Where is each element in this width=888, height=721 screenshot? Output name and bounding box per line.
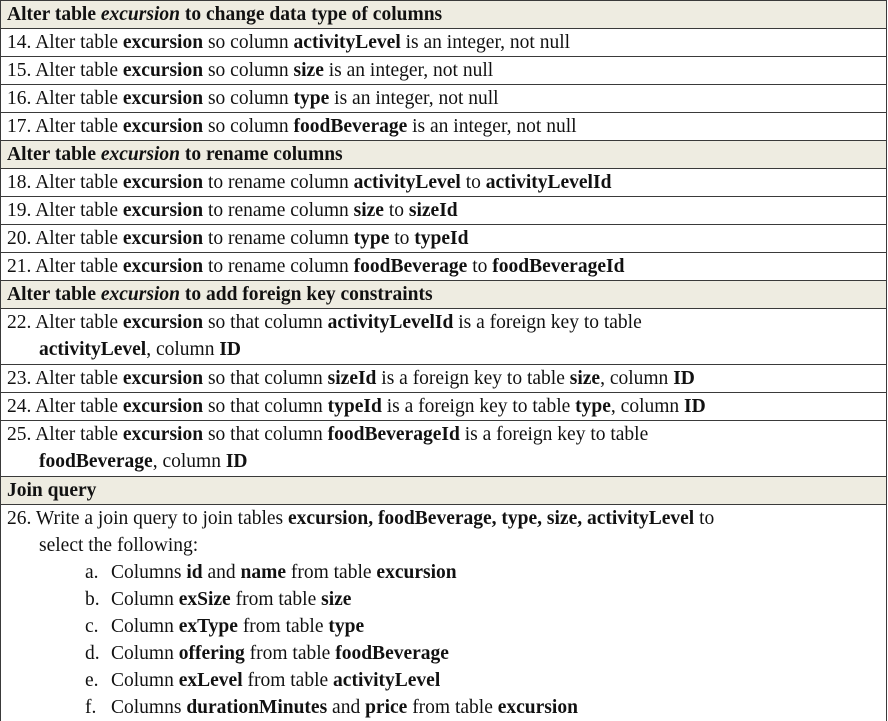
bold-term: typeId bbox=[414, 228, 468, 249]
text-run: is a foreign key to table bbox=[460, 424, 648, 445]
task-line bbox=[7, 32, 570, 53]
text-run: so column bbox=[203, 60, 293, 81]
bold-term: exSize bbox=[179, 589, 231, 610]
text-run: from table bbox=[286, 562, 376, 583]
section-header-text: to rename columns bbox=[180, 144, 343, 165]
task-number: 25. bbox=[7, 424, 35, 445]
task-number: 19. bbox=[7, 200, 35, 221]
task-cell bbox=[1, 113, 887, 141]
text-run: from table bbox=[231, 589, 321, 610]
text-run: Alter table bbox=[35, 88, 123, 109]
sub-item bbox=[85, 640, 886, 667]
text-run: Column bbox=[111, 589, 179, 610]
task-continuation bbox=[7, 336, 886, 363]
task-number: 23. bbox=[7, 368, 35, 389]
task-row bbox=[1, 505, 887, 721]
task-line bbox=[7, 312, 642, 333]
section-header-row bbox=[1, 281, 887, 309]
bold-term: excursion bbox=[123, 32, 203, 53]
text-run: to rename column bbox=[203, 256, 354, 277]
text-run: is a foreign key to table bbox=[382, 396, 575, 417]
text-run: and bbox=[203, 562, 241, 583]
task-cell bbox=[1, 505, 887, 721]
bold-term: sizeId bbox=[328, 368, 377, 389]
task-line bbox=[7, 116, 577, 137]
bold-term: ID bbox=[219, 339, 241, 360]
text-run: Column bbox=[111, 643, 179, 664]
text-run: to rename column bbox=[203, 228, 354, 249]
text-run: is a foreign key to table bbox=[453, 312, 641, 333]
task-number: 16. bbox=[7, 88, 35, 109]
section-header bbox=[1, 141, 887, 169]
text-run: to bbox=[389, 228, 414, 249]
task-row bbox=[1, 113, 887, 141]
text-run: so that column bbox=[203, 368, 328, 389]
task-row bbox=[1, 225, 887, 253]
text-run: so column bbox=[203, 88, 293, 109]
bold-term: type bbox=[294, 88, 330, 109]
bold-term: excursion bbox=[123, 312, 203, 333]
text-run: to bbox=[384, 200, 409, 221]
task-continuation bbox=[7, 448, 886, 475]
bold-term: typeId bbox=[328, 396, 382, 417]
task-continuation bbox=[7, 532, 886, 559]
text-run: Alter table bbox=[35, 396, 123, 417]
bold-term: excursion bbox=[123, 60, 203, 81]
text-run: from table bbox=[245, 643, 335, 664]
task-number: 18. bbox=[7, 172, 35, 193]
task-line bbox=[7, 200, 458, 221]
sub-item-letter: c. bbox=[85, 613, 111, 640]
text-run: is an integer, not null bbox=[329, 88, 498, 109]
text-run: Write a join query to join tables bbox=[36, 508, 288, 529]
bold-term: ID bbox=[684, 396, 706, 417]
bold-term: excursion bbox=[123, 88, 203, 109]
task-line bbox=[7, 256, 624, 277]
task-cell bbox=[1, 85, 887, 113]
task-number: 24. bbox=[7, 396, 35, 417]
section-header bbox=[1, 1, 887, 29]
text-run: to rename column bbox=[203, 200, 354, 221]
text-run: and bbox=[327, 697, 365, 718]
task-line bbox=[7, 60, 493, 81]
bold-term: ID bbox=[673, 368, 695, 389]
task-cell bbox=[1, 197, 887, 225]
bold-term: type bbox=[575, 396, 611, 417]
text-run: select the following: bbox=[39, 535, 198, 556]
text-run: Alter table bbox=[35, 116, 123, 137]
sub-item bbox=[85, 613, 886, 640]
bold-term: ID bbox=[226, 451, 248, 472]
section-header-text: Alter table bbox=[7, 4, 101, 25]
text-run: so that column bbox=[203, 396, 328, 417]
task-row bbox=[1, 309, 887, 365]
task-number: 14. bbox=[7, 32, 35, 53]
text-run: , column bbox=[153, 451, 226, 472]
bold-term: name bbox=[240, 562, 286, 583]
task-line bbox=[7, 396, 706, 417]
task-row bbox=[1, 253, 887, 281]
task-number: 21. bbox=[7, 256, 35, 277]
bold-term: activityLevel bbox=[333, 670, 440, 691]
text-run: to rename column bbox=[203, 172, 354, 193]
text-run: is an integer, not null bbox=[324, 60, 493, 81]
sub-item bbox=[85, 667, 886, 694]
text-run: is an integer, not null bbox=[401, 32, 570, 53]
bold-term: foodBeverage bbox=[354, 256, 468, 277]
sub-item-letter: f. bbox=[85, 694, 111, 721]
bold-term: foodBeverage bbox=[39, 451, 153, 472]
text-run: Alter table bbox=[35, 424, 123, 445]
task-line bbox=[7, 508, 714, 529]
text-run: from table bbox=[407, 697, 497, 718]
sub-item-letter: a. bbox=[85, 559, 111, 586]
bold-term: size bbox=[354, 200, 384, 221]
task-cell bbox=[1, 169, 887, 197]
task-line bbox=[7, 368, 695, 389]
text-run: is an integer, not null bbox=[407, 116, 576, 137]
task-line bbox=[7, 228, 468, 249]
section-header-table-name: excursion bbox=[101, 144, 180, 165]
text-run: Alter table bbox=[35, 172, 123, 193]
section-header-row bbox=[1, 141, 887, 169]
bold-term: type bbox=[328, 616, 364, 637]
bold-term: excursion bbox=[376, 562, 456, 583]
bold-term: excursion bbox=[123, 368, 203, 389]
bold-term: exType bbox=[179, 616, 238, 637]
text-run: so column bbox=[203, 116, 293, 137]
section-header-text: Alter table bbox=[7, 284, 101, 305]
task-line bbox=[7, 172, 611, 193]
task-row bbox=[1, 169, 887, 197]
task-row bbox=[1, 85, 887, 113]
text-run: Columns bbox=[111, 562, 186, 583]
bold-term: activityLevelId bbox=[486, 172, 612, 193]
task-cell bbox=[1, 29, 887, 57]
text-run: so that column bbox=[203, 312, 328, 333]
text-run: to bbox=[467, 256, 492, 277]
text-run: so that column bbox=[203, 424, 328, 445]
section-header-row bbox=[1, 1, 887, 29]
bold-term: size bbox=[294, 60, 324, 81]
text-run: Alter table bbox=[35, 200, 123, 221]
text-run: from table bbox=[243, 670, 333, 691]
text-run: Alter table bbox=[35, 32, 123, 53]
section-header-row bbox=[1, 477, 887, 505]
bold-term: excursion bbox=[123, 200, 203, 221]
text-run: Column bbox=[111, 616, 179, 637]
task-row bbox=[1, 197, 887, 225]
sub-item-list bbox=[7, 559, 886, 721]
task-table-body bbox=[1, 1, 887, 721]
bold-term: foodBeverageId bbox=[492, 256, 624, 277]
bold-term: type bbox=[354, 228, 390, 249]
bold-term: excursion, foodBeverage, type, size, activityLevel bbox=[288, 508, 694, 529]
text-run: Alter table bbox=[35, 60, 123, 81]
text-run: Alter table bbox=[35, 256, 123, 277]
text-run: Column bbox=[111, 670, 179, 691]
sub-item-letter: e. bbox=[85, 667, 111, 694]
section-header: Join query bbox=[1, 477, 887, 505]
text-run: is a foreign key to table bbox=[376, 368, 569, 389]
bold-term: excursion bbox=[123, 256, 203, 277]
task-number: 15. bbox=[7, 60, 35, 81]
bold-term: id bbox=[186, 562, 202, 583]
bold-term: sizeId bbox=[409, 200, 458, 221]
bold-term: excursion bbox=[123, 228, 203, 249]
sub-item bbox=[85, 559, 886, 586]
task-line bbox=[7, 424, 648, 445]
text-run: to bbox=[461, 172, 486, 193]
task-cell bbox=[1, 253, 887, 281]
sub-item bbox=[85, 586, 886, 613]
bold-term: foodBeverage bbox=[335, 643, 449, 664]
section-header-text: Alter table bbox=[7, 144, 101, 165]
bold-term: price bbox=[365, 697, 407, 718]
bold-term: activityLevel bbox=[354, 172, 461, 193]
text-run: , column bbox=[600, 368, 673, 389]
bold-term: excursion bbox=[123, 116, 203, 137]
task-number: 17. bbox=[7, 116, 35, 137]
bold-term: excursion bbox=[123, 424, 203, 445]
bold-term: excursion bbox=[123, 172, 203, 193]
text-run: Alter table bbox=[35, 228, 123, 249]
task-row bbox=[1, 365, 887, 393]
bold-term: excursion bbox=[123, 396, 203, 417]
task-cell bbox=[1, 309, 887, 365]
bold-term: excursion bbox=[498, 697, 578, 718]
text-run: , column bbox=[611, 396, 684, 417]
bold-term: durationMinutes bbox=[186, 697, 327, 718]
task-cell bbox=[1, 421, 887, 477]
bold-term: foodBeverageId bbox=[328, 424, 460, 445]
bold-term: activityLevel bbox=[294, 32, 401, 53]
bold-term: activityLevel bbox=[39, 339, 146, 360]
section-header-table-name: excursion bbox=[101, 284, 180, 305]
task-cell bbox=[1, 393, 887, 421]
text-run: Alter table bbox=[35, 368, 123, 389]
task-row bbox=[1, 57, 887, 85]
task-number: 22. bbox=[7, 312, 35, 333]
text-run: from table bbox=[238, 616, 328, 637]
sub-item bbox=[85, 694, 886, 721]
sub-item-letter: d. bbox=[85, 640, 111, 667]
section-header bbox=[1, 281, 887, 309]
bold-term: activityLevelId bbox=[328, 312, 454, 333]
sub-item-letter: b. bbox=[85, 586, 111, 613]
text-run: Columns bbox=[111, 697, 186, 718]
task-cell bbox=[1, 57, 887, 85]
section-header-table-name: excursion bbox=[101, 4, 180, 25]
task-number: 26. bbox=[7, 508, 36, 529]
task-row bbox=[1, 393, 887, 421]
bold-term: foodBeverage bbox=[294, 116, 408, 137]
bold-term: size bbox=[321, 589, 351, 610]
task-number: 20. bbox=[7, 228, 35, 249]
bold-term: size bbox=[570, 368, 600, 389]
task-row bbox=[1, 421, 887, 477]
section-header-text: to add foreign key constraints bbox=[180, 284, 433, 305]
task-line bbox=[7, 88, 499, 109]
bold-term: offering bbox=[179, 643, 245, 664]
section-header-text: to change data type of columns bbox=[180, 4, 442, 25]
task-cell bbox=[1, 225, 887, 253]
text-run: so column bbox=[203, 32, 293, 53]
text-run: to bbox=[694, 508, 714, 529]
text-run: , column bbox=[146, 339, 219, 360]
bold-term: exLevel bbox=[179, 670, 243, 691]
text-run: Alter table bbox=[35, 312, 123, 333]
task-cell bbox=[1, 365, 887, 393]
task-row bbox=[1, 29, 887, 57]
